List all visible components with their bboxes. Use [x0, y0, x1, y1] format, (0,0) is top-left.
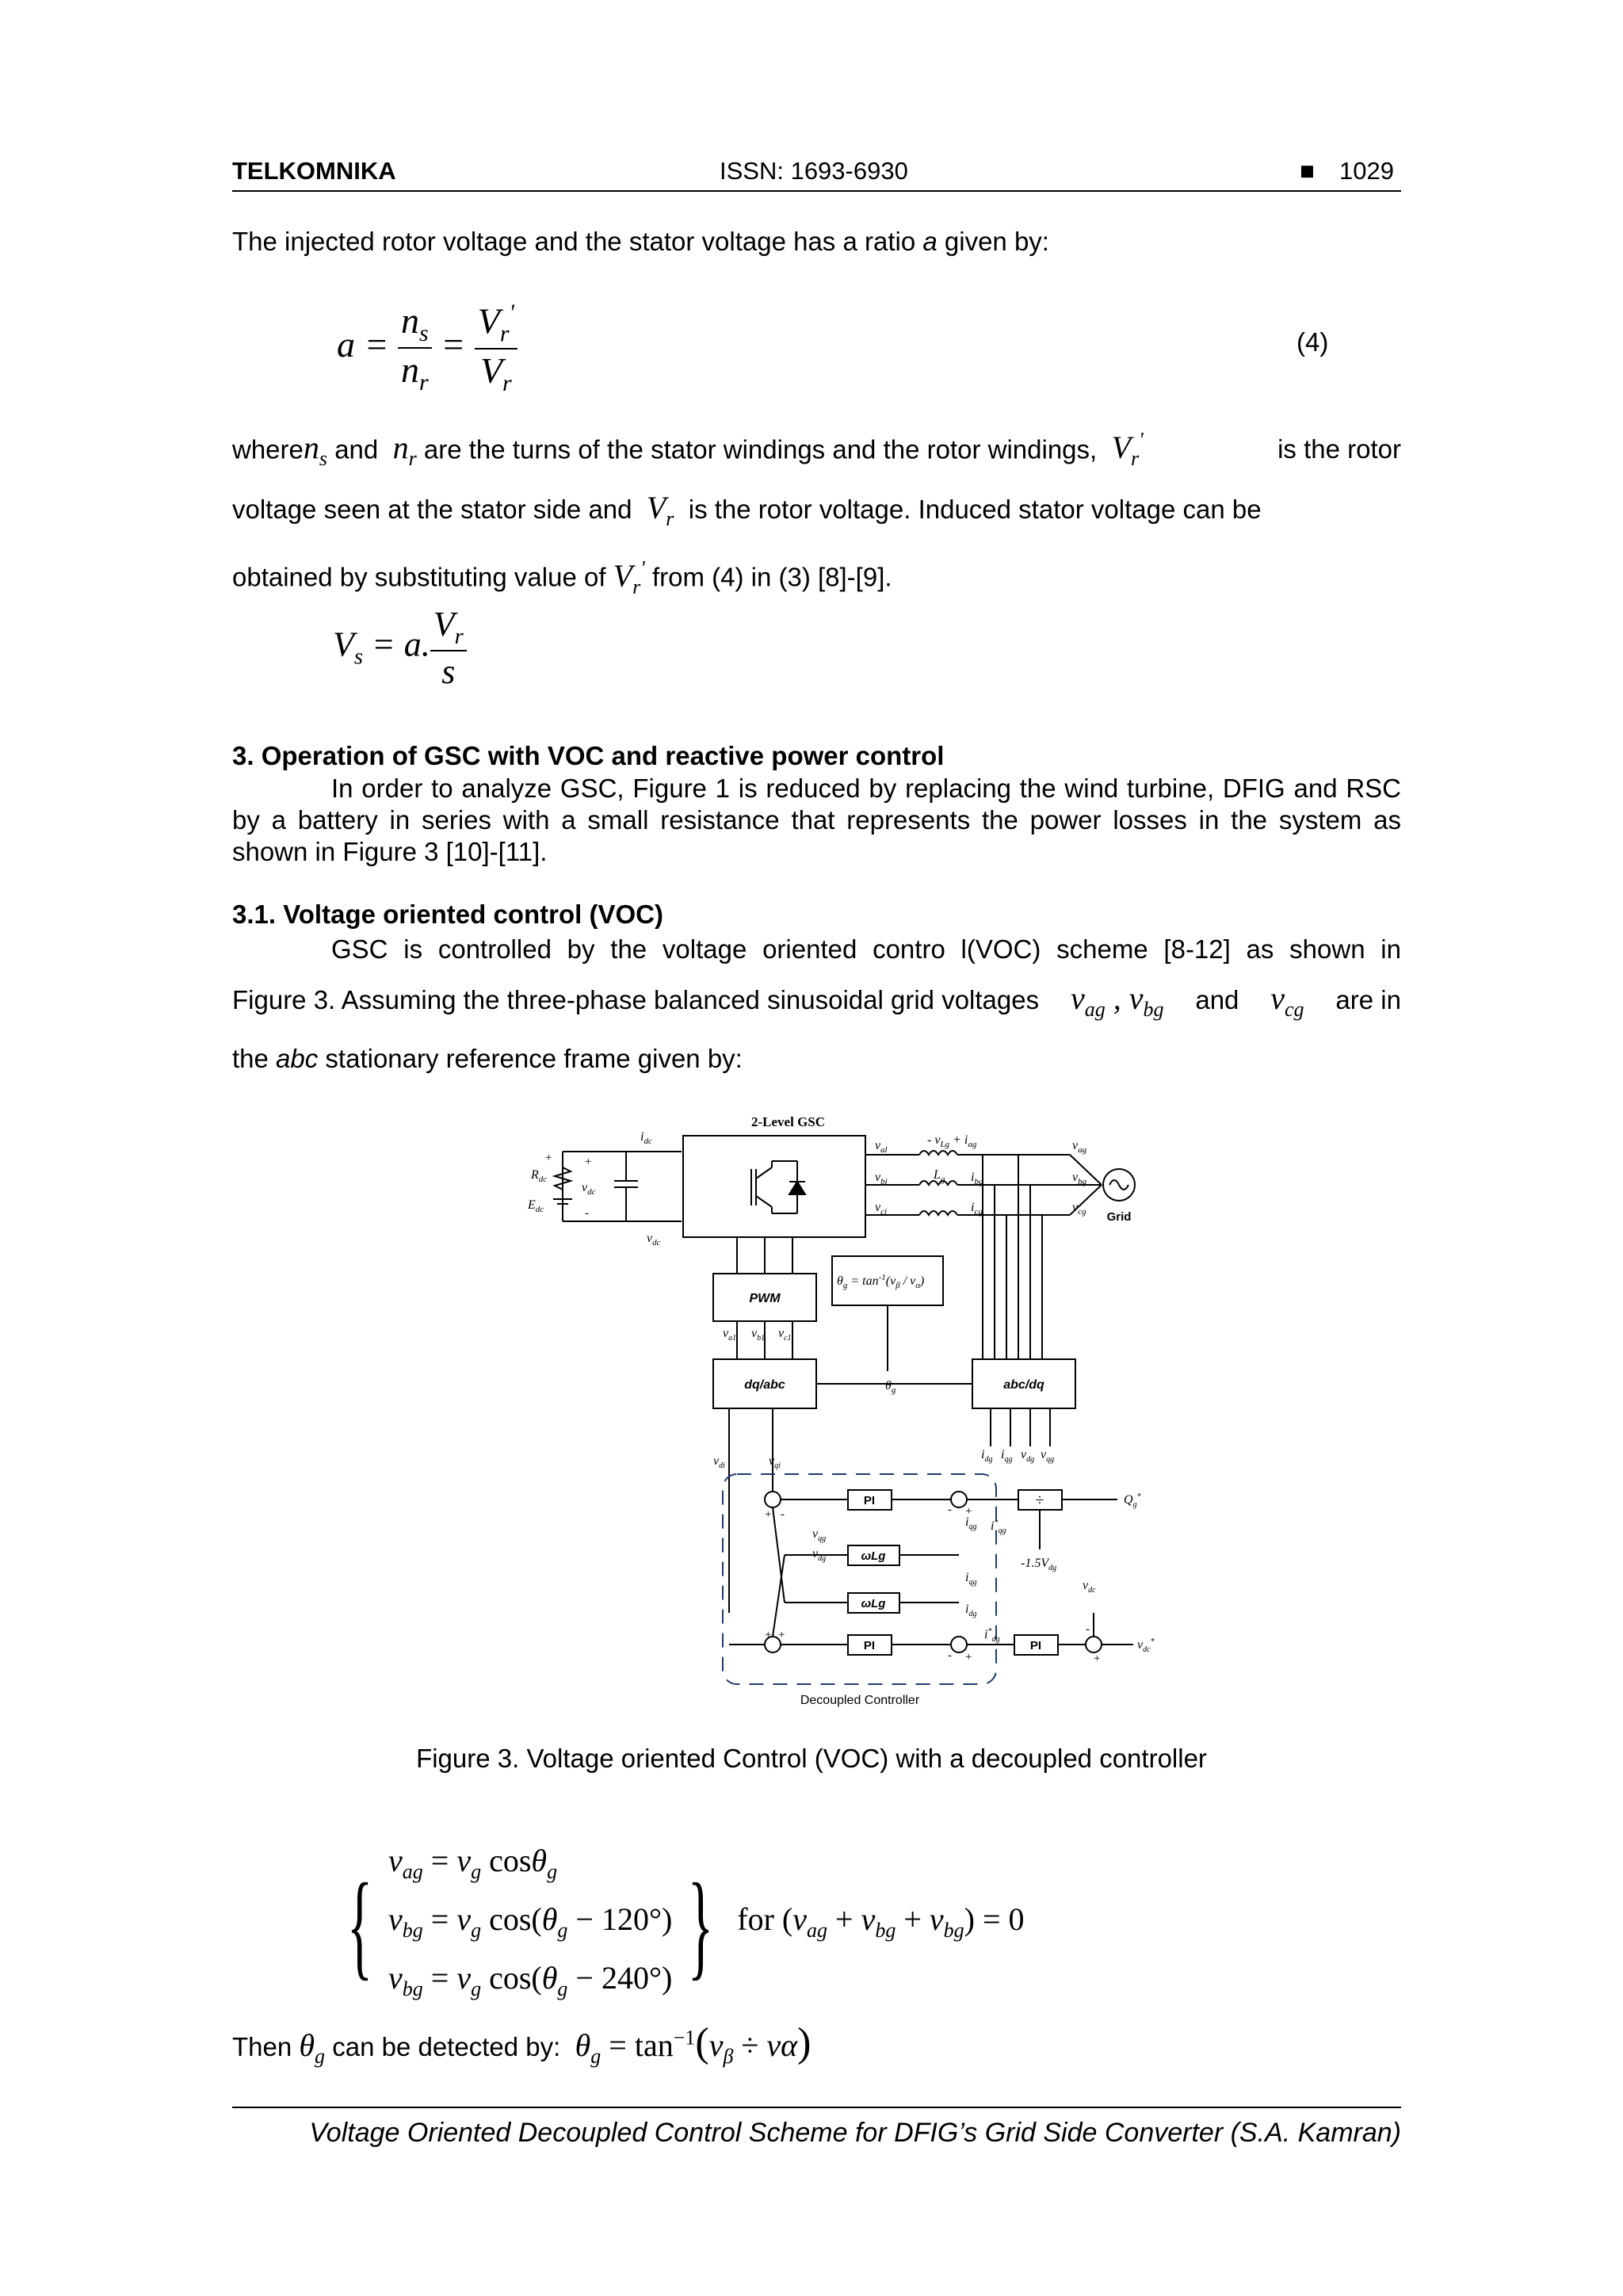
svg-text:iqg: $i_{qg}$ [1001, 1448, 1013, 1464]
equation-stator-voltage: $V_s = a$. $\frac{V_r}{s}$ [333, 604, 467, 692]
svg-text:vqi: $v_{qi}$ [769, 1454, 781, 1470]
page-number: 1029 [1339, 157, 1394, 185]
system-equations: { $v_{ag} = v_g$ cosθ$_g$ $v_{bg} = v_g$ $\cos(\theta_g - 120^\circ)$ $v_{bg} = v_g$ $\cos(\theta_g - 240^\circ)$ } for $(v_{ag} + v_{bg} + v_{bg}) = 0$ [346, 1843, 1025, 2000]
svg-text:vci: $v_{ci}$ [875, 1201, 888, 1217]
svg-text:+: + [778, 1629, 785, 1641]
svg-text:vdg: $v_{dg}$ [1021, 1448, 1035, 1464]
svg-text:vqg: $v_{qg}$ [812, 1527, 827, 1543]
svg-text:Lg: $L_g$ [934, 1168, 945, 1184]
where-paragraph: wheren$_s$ and $n_r$ are the turns of the stator windings and the rotor windings, $V_r'$ is the rotor voltage seen at the stator side and $V_r$ is the rotor voltage. Induced stator voltage can be obtained by substituting value of $V_r'$ from (4) in (3) [8]-[9]. [232, 429, 1401, 598]
svg-text:vb1: $v_{b1}$ [751, 1327, 766, 1343]
svg-text:i*qg: $i^*_{qg}$ [991, 1519, 1006, 1535]
svg-text:iqg: $i_{qg}$ [965, 1515, 977, 1531]
section-3-1-body: GSC is controlled by the voltage oriented contro l(VOC) scheme [8-12] as shown in Figure 3. Assuming the three-phase balanced sinusoidal grid voltages $v_{ag}$ , $v_{bg}$ and $v_{cg}$ are in the abc stationary reference frame given by: [232, 934, 1401, 1073]
equation-number: (4) [1296, 327, 1329, 357]
svg-text:-: - [948, 1649, 952, 1662]
svg-text:- vLg + iag: - $v_{Lg} + i_{ag}$ [927, 1133, 977, 1149]
svg-text:+: + [585, 1156, 592, 1168]
abc-dq-block: abc/dq [1003, 1378, 1044, 1392]
svg-text:idc: $i_{dc}$ [640, 1130, 652, 1146]
decoupled-controller-label: Decoupled Controller [800, 1694, 920, 1707]
svg-text:idg: $i_{dg}$ [965, 1603, 977, 1618]
svg-text:vdc*: $v_{dc}^*$ [1137, 1637, 1155, 1654]
intro-paragraph: The injected rotor voltage and the stator voltage has a ratio a given by: [232, 227, 1049, 256]
section-3-heading: 3. Operation of GSC with VOC and reactive power control [232, 741, 945, 770]
pi-block-d: PI [863, 1639, 876, 1652]
svg-text:Qg*: $Q_g^*$ [1124, 1492, 1141, 1509]
svg-text:-: - [585, 1207, 589, 1220]
svg-text:Edc: $E_{dc}$ [528, 1198, 544, 1214]
footer-rule [232, 2107, 1401, 2108]
pi-block-dc: PI [1029, 1639, 1042, 1652]
svg-text:+: + [965, 1651, 972, 1664]
svg-text:vdc: $v_{dc}$ [647, 1232, 661, 1247]
svg-text:+: + [765, 1629, 772, 1641]
svg-text:θg = tan-1(vβ / vα): $\theta_g = \tan^{-1}(v_\beta / v_\alpha)$ [837, 1273, 925, 1290]
pwm-block: PWM [749, 1292, 781, 1305]
svg-text:vdc: $v_{dc}$ [582, 1181, 596, 1197]
svg-text:ibg: $i_{bg}$ [971, 1171, 983, 1186]
svg-text:-: - [781, 1508, 785, 1521]
svg-text:-: - [948, 1503, 952, 1516]
header-rule [232, 190, 1401, 192]
svg-text:vqg: $v_{qg}$ [1041, 1448, 1055, 1464]
voc-diagram [499, 1106, 1173, 1716]
svg-text:θg: $\theta_g$ [885, 1379, 896, 1395]
svg-text:vdg: $v_{dg}$ [812, 1547, 827, 1563]
svg-text:i*dg: $i^*_{dg}$ [984, 1627, 1000, 1644]
svg-text:icg: $i_{cg}$ [971, 1201, 983, 1217]
svg-text:idg: $i_{dg}$ [981, 1448, 993, 1464]
svg-text:+: + [965, 1505, 972, 1518]
pi-block-q: PI [863, 1494, 876, 1507]
issn: ISSN: 1693-6930 [720, 157, 908, 185]
svg-text:iqg: $i_{qg}$ [965, 1571, 977, 1587]
then-line: Then $\theta_g$ can be detected by: $\theta_g = \tan^{-1}(v_\beta \div v\alpha)$ [232, 2020, 812, 2068]
divide-block: ÷ [1035, 1492, 1044, 1509]
running-footer: Voltage Oriented Decoupled Control Scheme for DFIG’s Grid Side Converter (S.A. Kamran) [309, 2118, 1401, 2148]
section-3-1-heading: 3.1. Voltage oriented control (VOC) [232, 900, 663, 929]
block-title: 2-Level GSC [751, 1114, 826, 1129]
page-marker-icon: ■ [1300, 157, 1315, 185]
svg-text:vbg: $v_{bg}$ [1072, 1171, 1087, 1186]
svg-text:+: + [1094, 1652, 1101, 1665]
svg-text:-: - [1086, 1623, 1090, 1636]
section-3-body: In order to analyze GSC, Figure 1 is reduced by replacing the wind turbine, DFIG and RSC by a battery in series with a small resistance that represents the power losses in the system as shown in Figure 3 [10]-[11]. [232, 774, 1401, 866]
svg-text:vbi: $v_{bi}$ [875, 1171, 888, 1186]
svg-text:+: + [545, 1152, 552, 1164]
svg-text:-1.5Vdg: $-1.5V_{dg}$ [1021, 1557, 1057, 1572]
svg-text:vcg: $v_{cg}$ [1072, 1201, 1086, 1217]
svg-text:vdc: $v_{dc}$ [1083, 1579, 1096, 1595]
journal-name: TELKOMNIKA [232, 157, 396, 185]
svg-text:vdi: $v_{di}$ [713, 1454, 725, 1470]
grid-label: Grid [1106, 1210, 1132, 1224]
equation-4: a = $\frac{n_s}{n_r}$ = $\frac{V_r'}{V_r}$ [337, 300, 517, 397]
svg-text:vc1: $v_{c1}$ [778, 1327, 792, 1343]
wlg-block-2: ωLg [861, 1597, 886, 1610]
svg-text:+: + [765, 1508, 772, 1521]
wlg-block-1: ωLg [861, 1549, 886, 1563]
dq-abc-block: dq/abc [744, 1378, 785, 1392]
svg-text:vag: $v_{ag}$ [1072, 1139, 1087, 1155]
svg-text:Rdc: $R_{dc}$ [531, 1168, 548, 1184]
svg-text:va1: $v_{a1}$ [723, 1327, 737, 1343]
figure-caption: Figure 3. Voltage oriented Control (VOC) with a decoupled controller [416, 1744, 1207, 1773]
svg-text:val: $v_{al}$ [875, 1139, 888, 1155]
